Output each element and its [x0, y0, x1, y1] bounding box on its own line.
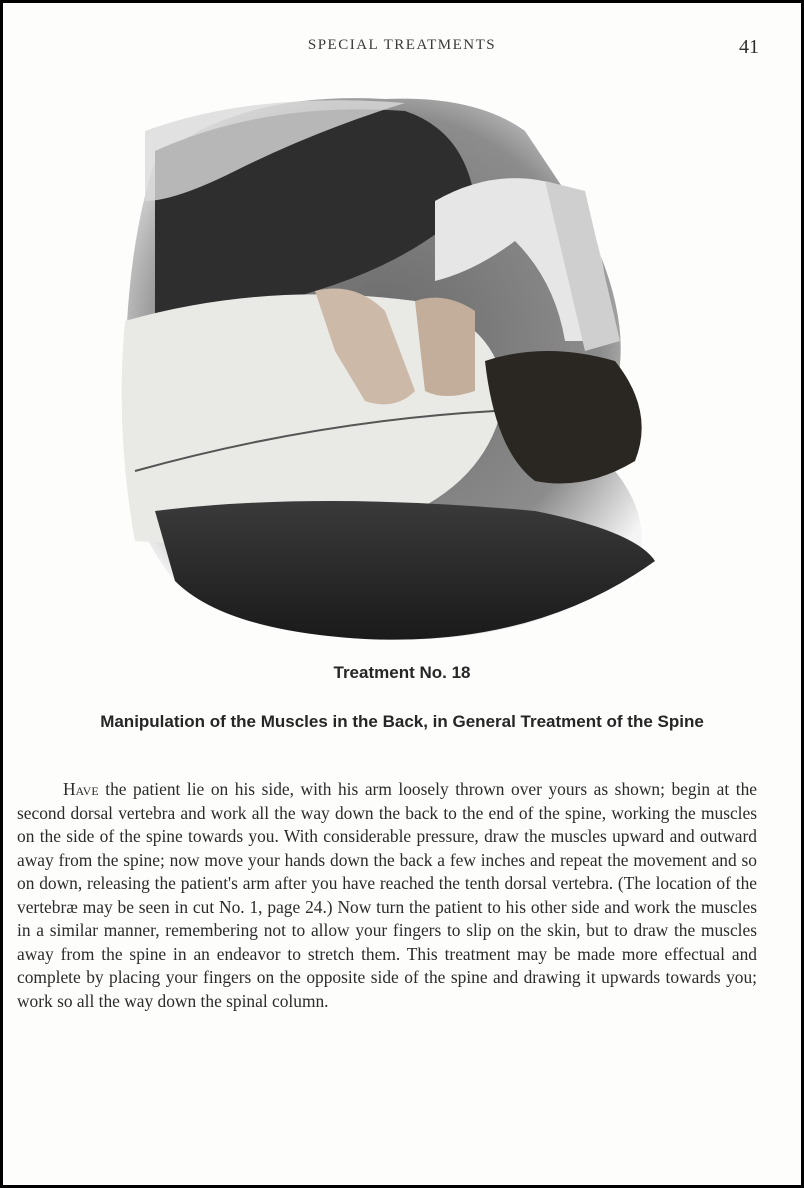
- book-page: [3, 3, 801, 1185]
- figure-caption: Treatment No. 18: [333, 663, 471, 682]
- lead-word: Have: [63, 779, 99, 799]
- body-text: [17, 778, 757, 1013]
- paragraph-text: the patient lie on his side, with his arm loosely thrown over yours as shown; begin at the second dorsal vertebra and work all the way down the back to the end of the spine, working the muscles on the side of the spine towards you. With considerable pressure, draw the muscles upward and outward away from the spine; now move your hands down the back a few inches and repeat the movement and so on down, releasing the patient's arm after you have reached the tenth dorsal vertebra. (The location of the vertebræ may be seen in cut No. 1, page 24.) Now turn the patient to his other side and work the muscles in a similar manner, remembering not to allow your fingers to slip on the skin, but to draw the muscles away from the spine in an endeavor to stretch them. This treatment may be made more effectual and complete by placing your fingers on the opposite side of the spine and drawing it upwards towards you; work so all the way down the spinal column.: [17, 779, 757, 1011]
- running-head: SPECIAL TREATMENTS: [307, 37, 497, 53]
- section-title: Manipulation of the Muscles in the Back, in General Treatment of the Spine: [100, 712, 704, 731]
- page-number: 41: [739, 36, 759, 58]
- treatment-photo: [115, 91, 680, 647]
- body-paragraph: [17, 778, 757, 1013]
